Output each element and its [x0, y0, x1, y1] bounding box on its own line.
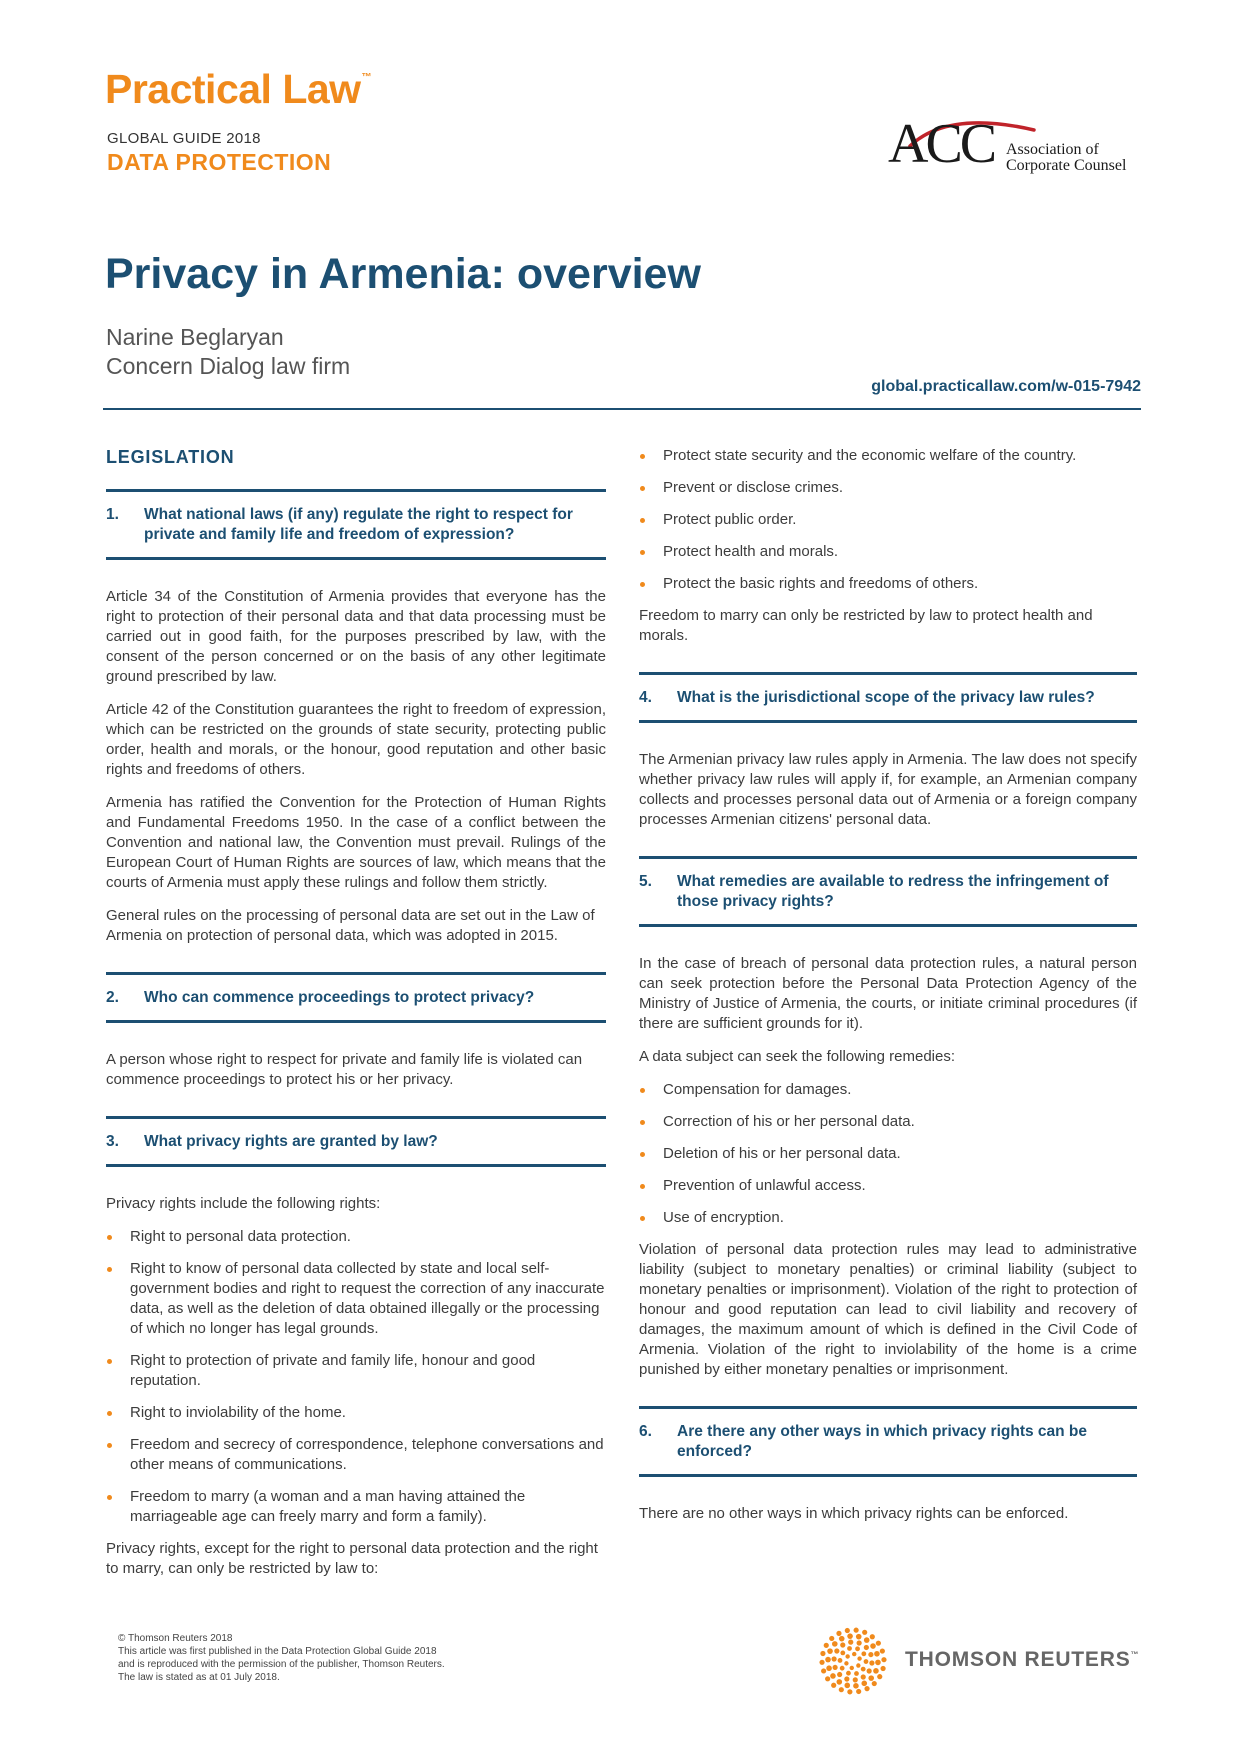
logo-dot — [874, 1651, 880, 1657]
list-item: Protect health and morals. — [639, 542, 1137, 562]
footer-line: and is reproduced with the permission of the publisher, Thomson Reuters. — [118, 1659, 445, 1670]
logo-dot — [844, 1661, 848, 1665]
answer-paragraph: Armenia has ratified the Convention for the Protection of Human Rights and Fundamental Freedoms 1950. In the case of a conflict between the Convention and national law, the Convention must prevail. Rulings of the European Court of Human Rights are sources of law, which means that the courts of Armenia must apply these rulings and follow them strictly. — [106, 794, 606, 891]
list-item: Protect the basic rights and freedoms of others. — [639, 574, 1137, 594]
answer-paragraph: Privacy rights include the following rights: — [106, 1195, 381, 1212]
logo-dot — [846, 1671, 851, 1676]
logo-dot — [873, 1668, 879, 1674]
logo-dot — [857, 1656, 861, 1660]
question-1 — [106, 489, 606, 560]
logo-dot — [867, 1668, 872, 1673]
answer-paragraph: Privacy rights, except for the right to personal data protection and the right to marry, can only be restricted by law to: — [106, 1540, 598, 1577]
logo-dot — [847, 1689, 852, 1694]
list-item: Freedom to marry (a woman and a man having attained the marriageable age can freely marry and form a family). — [106, 1487, 606, 1527]
logo-dot — [861, 1674, 866, 1679]
restriction-list — [639, 446, 1137, 594]
question-4 — [639, 672, 1137, 723]
list-item: Protect state security and the economic welfare of the country. — [639, 446, 1137, 466]
question-text: What national laws (if any) regulate the right to respect for private and family life and freedom of expression? — [144, 506, 573, 543]
logo-dot — [856, 1663, 860, 1667]
logo-dot — [824, 1643, 829, 1648]
brand-name: Practical Law — [105, 66, 361, 112]
acc-letters: ACC — [888, 113, 995, 175]
logo-dot — [834, 1648, 839, 1653]
left-column — [106, 441, 606, 1592]
list-item: Prevent or disclose crimes. — [639, 478, 1137, 498]
brand-trademark: ™ — [361, 72, 372, 83]
logo-dot — [840, 1651, 845, 1656]
logo-dot — [830, 1673, 836, 1679]
question-2 — [106, 972, 606, 1023]
tr-trademark: ™ — [1130, 1650, 1140, 1659]
footer-line: This article was first published in the Data Protection Global Guide 2018 — [118, 1646, 437, 1657]
question-number: 1. — [106, 506, 119, 523]
logo-dot — [880, 1666, 885, 1671]
list-item: Right to know of personal data collected by state and local self-government bodies and right to request the correction of any inaccurate data, as well as the deletion of data obtained illegally or the processing of which no longer has legal grounds. — [106, 1259, 606, 1339]
logo-dot — [854, 1671, 859, 1676]
logo-dot — [845, 1654, 849, 1658]
logo-dot — [861, 1651, 866, 1656]
list-item: Use of encryption. — [639, 1208, 1137, 1228]
remedies-list — [639, 1080, 1137, 1228]
logo-dot — [826, 1665, 832, 1671]
question-text: What is the jurisdictional scope of the privacy law rules? — [677, 689, 1095, 706]
page-title: Privacy in Armenia: overview — [105, 250, 701, 298]
logo-dot — [861, 1681, 867, 1687]
answer-paragraph: A data subject can seek the following remedies: — [639, 1048, 956, 1065]
logo-dot — [869, 1660, 874, 1665]
logo-dot — [833, 1665, 838, 1670]
logo-dot — [864, 1686, 869, 1691]
answer-paragraph: A person whose right to respect for private and family life is violated can commence proceedings to protect his or her privacy. — [106, 1051, 583, 1088]
logo-dot — [837, 1672, 842, 1677]
answer-paragraph: Violation of personal data protection rules may lead to administrative liability (subject to monetary penalties) or criminal liability (subject to monetary penalties or imprisonment). Violation of the right to protection of honour and good reputation can lead to civil liability and recovery of damages, the maximum amount of which is defined in the Civil Code of Armenia. Violation of the right to inviolability of the home is a crime punished by either monetary penalties or imprisonment. — [639, 1241, 1137, 1378]
logo-dot — [838, 1658, 843, 1663]
logo-dot — [857, 1640, 862, 1645]
list-item: Freedom and secrecy of correspondence, telephone conversations and other means of communications. — [106, 1435, 606, 1475]
header-divider — [103, 408, 1141, 410]
list-item: Deletion of his or her personal data. — [639, 1144, 1137, 1164]
rights-list — [106, 1227, 606, 1527]
author-name: Narine Beglaryan — [106, 324, 284, 350]
logo-dot — [819, 1660, 824, 1665]
question-text: What privacy rights are granted by law? — [144, 1133, 438, 1150]
question-number: 6. — [639, 1423, 652, 1440]
logo-dot — [864, 1645, 869, 1650]
answer-paragraph: In the case of breach of personal data protection rules, a natural person can seek protection before the Personal Data Protection Agency of the Ministry of Justice of Armenia, the courts, or initiate criminal procedures (if there are sufficient grounds for it). — [639, 955, 1137, 1032]
answer-paragraph: Freedom to marry can only be restricted by law to protect health and morals. — [639, 607, 1093, 644]
guide-kicker: GLOBAL GUIDE 2018 — [107, 130, 261, 147]
answer-paragraph: General rules on the processing of personal data are set out in the Law of Armenia on protection of personal data, which was adopted in 2015. — [106, 907, 595, 944]
footer-copyright: © Thomson Reuters 2018 — [118, 1633, 233, 1644]
answer-paragraph: There are no other ways in which privacy rights can be enforced. — [639, 1505, 1069, 1522]
author-block — [106, 323, 350, 381]
logo-dot — [856, 1634, 862, 1640]
question-6 — [639, 1406, 1137, 1477]
logo-dot — [877, 1674, 882, 1679]
logo-dot — [850, 1666, 854, 1670]
logo-dot — [868, 1675, 874, 1681]
practical-law-logo — [105, 66, 371, 113]
logo-dot — [825, 1676, 830, 1681]
thomson-reuters-name — [905, 1648, 1139, 1672]
answer-paragraph: The Armenian privacy law rules apply in Armenia. The law does not specify whether privacy law rules will apply if, for example, an Armenian company collects and processes personal data out of Armenia or a foreign company processes Armenian citizens' personal data. — [639, 751, 1137, 828]
logo-dot — [880, 1648, 885, 1653]
logo-dot — [840, 1642, 845, 1647]
right-column — [639, 446, 1137, 1537]
list-item: Prevention of unlawful access. — [639, 1176, 1137, 1196]
list-item: Right to inviolability of the home. — [106, 1403, 606, 1423]
logo-dot — [875, 1660, 881, 1666]
thomson-reuters-dots-icon — [817, 1626, 893, 1696]
question-number: 2. — [106, 989, 119, 1006]
logo-dot — [829, 1636, 834, 1641]
logo-dot — [861, 1667, 866, 1672]
logo-dot — [820, 1651, 825, 1656]
logo-dot — [847, 1646, 852, 1651]
logo-dot — [855, 1646, 860, 1651]
answer-paragraph: Article 42 of the Constitution guarantees the right to freedom of expression, which can be restricted on the grounds of state security, protecting public order, health and morals, or the honour, good reputation and other basic rights and freedoms of others. — [106, 701, 606, 778]
list-item: Correction of his or her personal data. — [639, 1112, 1137, 1132]
question-number: 3. — [106, 1133, 119, 1150]
logo-dot — [868, 1652, 873, 1657]
section-heading: LEGISLATION — [106, 447, 235, 467]
logo-dot — [852, 1652, 856, 1656]
logo-dot — [872, 1681, 877, 1686]
answer-paragraph: Article 34 of the Constitution of Armenia provides that everyone has the right to protection of their personal data and that data processing must be carried out in good faith, for the purposes prescribed by law, with the consent of the person concerned or on the basis of any other legitimate ground prescribed by law. — [106, 588, 606, 685]
question-text: Who can commence proceedings to protect privacy? — [144, 989, 535, 1006]
logo-dot — [836, 1631, 841, 1636]
question-number: 4. — [639, 689, 652, 706]
logo-dot — [881, 1657, 886, 1662]
logo-dot — [853, 1677, 858, 1682]
logo-dot — [845, 1628, 850, 1633]
question-number: 5. — [639, 873, 652, 890]
acc-name-line1: Association of — [1006, 141, 1099, 158]
logo-dot — [853, 1683, 859, 1689]
logo-dot — [837, 1679, 843, 1685]
logo-dot — [856, 1689, 861, 1694]
logo-dot — [831, 1683, 836, 1688]
logo-dot — [832, 1656, 837, 1661]
question-text: Are there any other ways in which privacy rights can be enforced? — [677, 1423, 1088, 1460]
logo-dot — [844, 1676, 849, 1681]
logo-dot — [864, 1659, 869, 1664]
logo-dot — [825, 1657, 831, 1663]
logo-dot — [864, 1637, 870, 1643]
question-5 — [639, 856, 1137, 927]
acc-name-line2: Corporate Counsel — [1006, 157, 1127, 174]
logo-dot — [827, 1648, 833, 1654]
logo-dot — [862, 1630, 867, 1635]
logo-dot — [870, 1634, 875, 1639]
logo-dot — [840, 1666, 845, 1671]
logo-dot — [844, 1683, 850, 1689]
guide-title: DATA PROTECTION — [107, 149, 332, 175]
list-item: Protect public order. — [639, 510, 1137, 530]
footer-line: The law is stated as at 01 July 2018. — [118, 1672, 280, 1683]
list-item: Right to personal data protection. — [106, 1227, 606, 1247]
logo-dot — [847, 1633, 853, 1639]
logo-dot — [832, 1641, 838, 1647]
question-3 — [106, 1116, 606, 1167]
footer-note — [118, 1632, 445, 1684]
question-text: What remedies are available to redress the infringement of those privacy rights? — [677, 873, 1109, 910]
acc-logo — [888, 112, 1138, 184]
list-item: Right to protection of private and family life, honour and good reputation. — [106, 1351, 606, 1391]
article-url-link[interactable]: global.practicallaw.com/w-015-7942 — [871, 378, 1141, 395]
list-item: Compensation for damages. — [639, 1080, 1137, 1100]
logo-dot — [854, 1628, 859, 1633]
thomson-reuters-logo — [817, 1626, 1147, 1696]
logo-dot — [876, 1641, 881, 1646]
logo-dot — [848, 1640, 853, 1645]
logo-dot — [839, 1636, 845, 1642]
logo-dot — [821, 1668, 826, 1673]
logo-dot — [870, 1643, 876, 1649]
tr-wordmark: THOMSON REUTERS — [905, 1648, 1131, 1671]
author-firm: Concern Dialog law firm — [106, 353, 351, 379]
acc-name — [1006, 142, 1126, 174]
logo-dot — [839, 1687, 844, 1692]
